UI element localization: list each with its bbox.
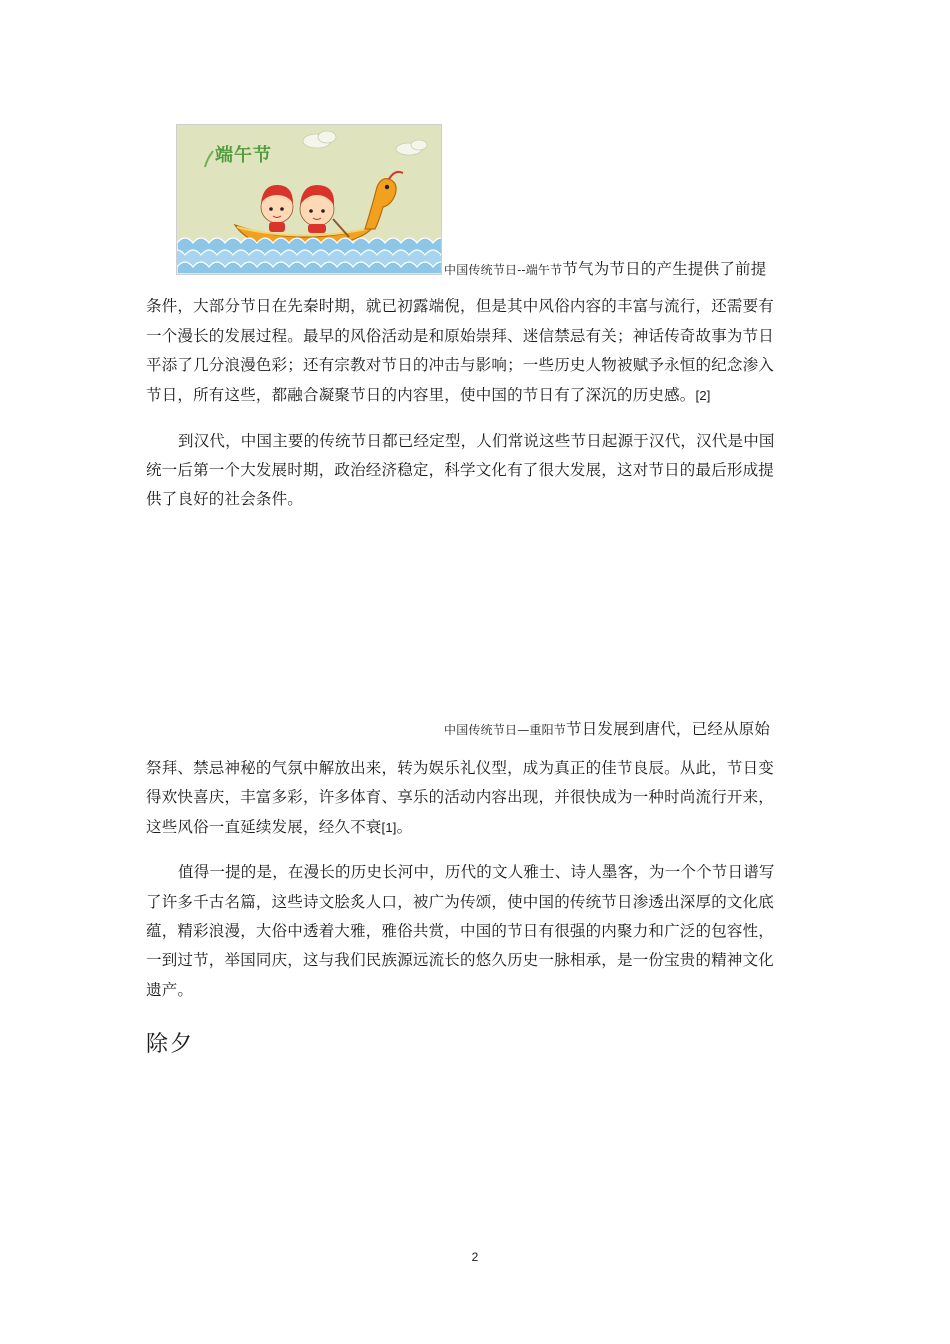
paragraph-2-line-1: 到汉代，中国主要的传统节日都已经定型，人们常说这些节日起源于汉代，汉代是中国 <box>178 432 775 450</box>
dragon-boat-illustration <box>176 124 442 275</box>
page-number: 2 <box>471 1250 479 1264</box>
paragraph-1-line-5 <box>146 385 711 406</box>
paragraph-3-line-4 <box>146 817 412 838</box>
paragraph-4-line-2: 了许多千古名篇，这些诗文脍炙人口，被广为传颂，使中国的传统节日渗透出深厚的文化底 <box>146 893 775 911</box>
line-text: 这些风俗一直延续发展，经久不衰 <box>146 818 382 836</box>
paragraph-1-line-1 <box>444 259 766 280</box>
paragraph-4-line-3: 蕴，精彩浪漫，大俗中透着大雅，雅俗共赏，中国的节日有很强的内聚力和广泛的包容性， <box>146 922 775 940</box>
line-text: 节气为节日的产生提供了前提 <box>562 260 767 278</box>
paragraph-2-line-2: 统一后第一个大发展时期，政治经济稳定，科学文化有了很大发展，这对节日的最后形成提 <box>146 461 775 479</box>
line-tail: 。 <box>396 818 413 836</box>
paragraph-3-line-3: 得欢快喜庆，丰富多彩，许多体育、享乐的活动内容出现，并很快成为一种时尚流行开来， <box>146 788 775 806</box>
image-caption-chongyang: 中国传统节日—重阳节 <box>444 723 567 737</box>
paragraph-3-line-2: 祭拜、禁忌神秘的气氛中解放出来，转为娱乐礼仪型，成为真正的佳节良辰。从此，节日变 <box>146 759 775 777</box>
paragraph-4-line-4: 一到过节，举国同庆，这与我们民族源远流长的悠久历史一脉相承，是一份宝贵的精神文化 <box>146 951 775 969</box>
line-text: 节日发展到唐代，已经从原始 <box>566 720 771 738</box>
paragraph-2-line-3: 供了良好的社会条件。 <box>146 490 304 508</box>
section-title-chuxi: 除夕 <box>146 1032 195 1057</box>
paragraph-4-line-5: 遗产。 <box>146 981 194 999</box>
citation-1: [1] <box>381 820 397 835</box>
wave-pattern <box>177 238 441 274</box>
paragraph-3-line-1 <box>444 719 770 740</box>
paragraph-1-line-2: 条件，大部分节日在先秦时期，就已初露端倪，但是其中风俗内容的丰富与流行，还需要有 <box>146 297 775 315</box>
paragraph-4-line-1: 值得一提的是，在漫长的历史长河中，历代的文人雅士、诗人墨客，为一个个节日谱写 <box>178 863 775 881</box>
paragraph-1-line-4: 平添了几分浪漫色彩；还有宗教对节日的冲击与影响；一些历史人物被赋予永恒的纪念渗入 <box>146 356 775 374</box>
line-text: 节日，所有这些，都融合凝聚节日的内容里，使中国的节日有了深沉的历史感。 <box>146 386 696 404</box>
illustration-logo-text: 端午节 <box>215 145 272 166</box>
paragraph-1-line-3: 一个漫长的发展过程。最早的风俗活动是和原始崇拜、迷信禁忌有关；神话传奇故事为节日 <box>146 327 775 345</box>
citation-2: [2] <box>695 388 711 403</box>
image-caption-duanwu: 中国传统节日--端午节 <box>444 263 563 277</box>
